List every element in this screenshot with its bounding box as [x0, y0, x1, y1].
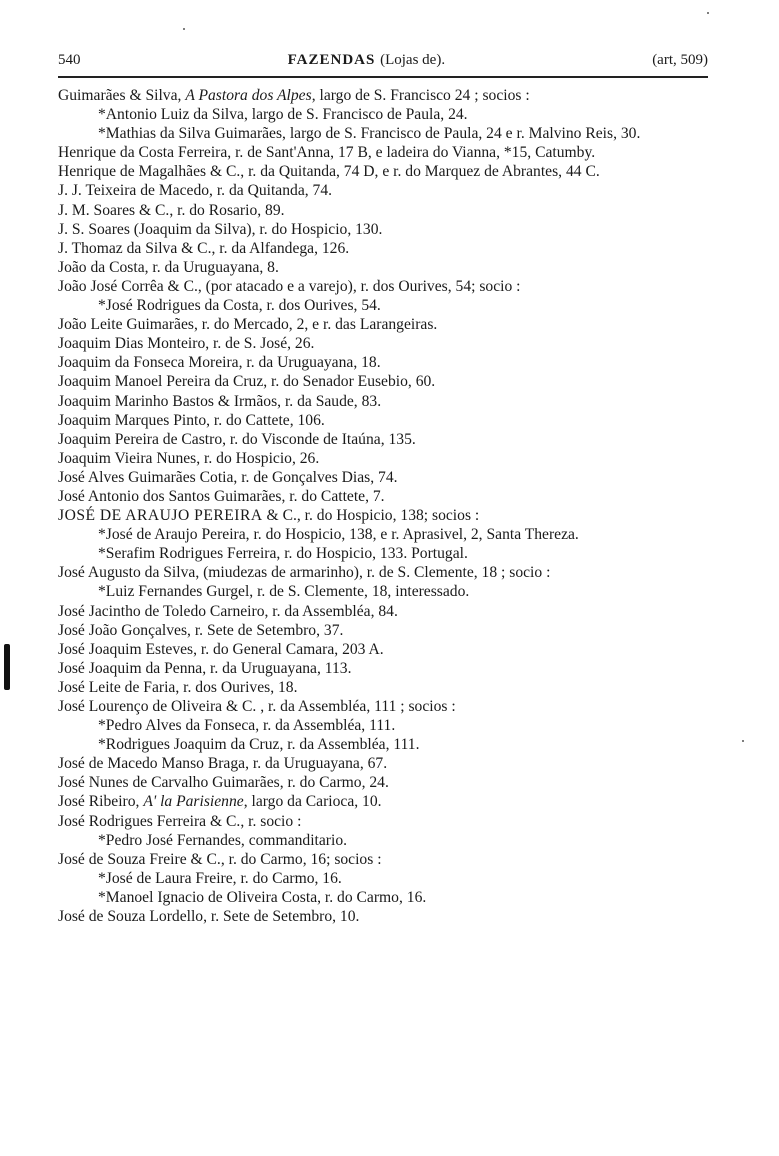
entry-text: J. J. Teixeira de Macedo, r. da Quitanda, 74. [58, 182, 333, 200]
entry-text: *Manoel Ignacio de Oliveira Costa, r. do Carmo, 16. [98, 888, 427, 906]
merchant-entry [58, 239, 708, 258]
entry-text: José de Souza Lordello, r. Sete de Setembro, 10. [58, 908, 360, 926]
merchant-entry [58, 640, 708, 659]
merchant-entry [58, 602, 708, 621]
entry-text: José Leite de Faria, r. dos Ourives, 18. [58, 678, 298, 696]
entry-text: Joaquim Dias Monteiro, r. de S. José, 26. [58, 335, 315, 353]
entry-text: José Nunes de Carvalho Guimarães, r. do Carmo, 24. [58, 774, 389, 792]
entry-it: A Pastora dos Alpes [185, 87, 312, 104]
entry-text: J. Thomaz da Silva & C., r. da Alfandega, 126. [58, 239, 350, 257]
entry-list [58, 86, 708, 926]
merchant-entry [58, 487, 708, 506]
partner-entry [58, 888, 708, 907]
merchant-entry [58, 468, 708, 487]
entry-text: Joaquim Marinho Bastos & Irmãos, r. da Saude, 83. [58, 392, 382, 410]
entry-text: Joaquim Manoel Pereira da Cruz, r. do Senador Eusebio, 60. [58, 373, 436, 391]
entry-text: José Alves Guimarães Cotia, r. de Gonçalves Dias, 74. [58, 468, 398, 486]
entry-text: Joaquim da Fonseca Moreira, r. da Uruguayana, 18. [58, 354, 381, 372]
entry-text: *José Rodrigues da Costa, r. dos Ourives, 54. [98, 297, 381, 315]
page-header [58, 52, 708, 78]
merchant-entry [58, 220, 708, 239]
partner-entry [58, 296, 708, 315]
directory-page [58, 52, 708, 926]
merchant-entry [58, 812, 708, 831]
paper-speck [707, 12, 709, 14]
merchant-entry [58, 143, 708, 162]
entry-text: João Leite Guimarães, r. do Mercado, 2, e r. das Larangeiras. [58, 316, 438, 334]
merchant-entry [58, 754, 708, 773]
merchant-entry [58, 850, 708, 869]
entry-pre: Guimarães & Silva, [58, 87, 186, 104]
merchant-entry [58, 86, 708, 105]
entry-text: *Rodrigues Joaquim da Cruz, r. da Assembléa, 111. [98, 736, 420, 754]
entry-caps: JOSÉ DE ARAUJO PEREIRA [58, 507, 263, 525]
paper-speck [742, 740, 744, 742]
margin-ink-mark [4, 644, 10, 690]
partner-entry [58, 544, 708, 563]
merchant-entry [58, 907, 708, 926]
merchant-entry [58, 392, 708, 411]
entry-text: Joaquim Vieira Nunes, r. do Hospicio, 26. [58, 449, 320, 467]
entry-text: *Serafim Rodrigues Ferreira, r. do Hospicio, 133. Portugal. [98, 545, 468, 563]
merchant-entry [58, 563, 708, 582]
merchant-entry [58, 277, 708, 296]
entry-text: *José de Araujo Pereira, r. do Hospicio, 138, e r. Aprasivel, 2, Santa Thereza. [98, 526, 579, 544]
partner-entry [58, 124, 708, 143]
partner-entry [58, 831, 708, 850]
entry-post: & C., r. do Hospicio, 138; socios : [262, 507, 480, 525]
entry-post: , largo da Carioca, 10. [243, 793, 382, 811]
merchant-entry [58, 258, 708, 277]
merchant-entry [58, 334, 708, 353]
running-title [288, 52, 445, 69]
entry-text: Joaquim Pereira de Castro, r. do Visconde de Itaúna, 135. [58, 430, 416, 448]
merchant-entry [58, 773, 708, 792]
article-reference: (art, 509) [652, 52, 708, 68]
merchant-entry [58, 697, 708, 716]
entry-text: J. S. Soares (Joaquim da Silva), r. do Hospicio, 130. [58, 220, 383, 238]
merchant-entry [58, 372, 708, 391]
entry-text: *José de Laura Freire, r. do Carmo, 16. [98, 869, 342, 887]
entry-post: , largo de S. Francisco 24 ; socios : [311, 87, 530, 104]
partner-entry [58, 735, 708, 754]
paper-speck [183, 28, 185, 30]
merchant-entry [58, 506, 708, 525]
entry-text: *Mathias da Silva Guimarães, largo de S. Francisco de Paula, 24 e r. Malvino Reis, 30. [98, 125, 641, 143]
entry-it: A' la Parisienne [143, 793, 244, 811]
merchant-entry [58, 201, 708, 220]
partner-entry [58, 869, 708, 888]
merchant-entry [58, 621, 708, 640]
merchant-entry [58, 181, 708, 200]
entry-text: João José Corrêa & C., (por atacado e a varejo), r. dos Ourives, 54; socio : [58, 277, 521, 295]
entry-text: José de Souza Freire & C., r. do Carmo, 16; socios : [58, 850, 382, 868]
entry-text: José de Macedo Manso Braga, r. da Uruguayana, 67. [58, 755, 388, 773]
merchant-entry [58, 411, 708, 430]
merchant-entry [58, 315, 708, 334]
entry-text: José Lourenço de Oliveira & C. , r. da Assembléa, 111 ; socios : [58, 698, 456, 715]
merchant-entry [58, 449, 708, 468]
entry-text: José Joaquim Esteves, r. do General Camara, 203 A. [58, 640, 384, 658]
entry-text: José Joaquim da Penna, r. da Uruguayana, 113. [58, 659, 352, 677]
entry-text: Henrique de Magalhães & C., r. da Quitanda, 74 D, e r. do Marquez de Abrantes, 44 C. [58, 163, 600, 181]
page-number: 540 [58, 52, 81, 68]
section-title: FAZENDAS [287, 52, 376, 68]
entry-text: J. M. Soares & C., r. do Rosario, 89. [58, 201, 285, 219]
entry-pre: José Ribeiro, [58, 793, 144, 811]
merchant-entry [58, 678, 708, 697]
entry-text: *Antonio Luiz da Silva, largo de S. Francisco de Paula, 24. [98, 106, 468, 124]
section-subtitle: (Lojas de). [380, 52, 446, 68]
merchant-entry [58, 353, 708, 372]
partner-entry [58, 525, 708, 544]
entry-text: José Augusto da Silva, (miudezas de armarinho), r. de S. Clemente, 18 ; socio : [58, 564, 551, 582]
partner-entry [58, 582, 708, 601]
entry-text: José João Gonçalves, r. Sete de Setembro, 37. [58, 621, 344, 639]
entry-text: José Jacintho de Toledo Carneiro, r. da Assembléa, 84. [58, 602, 398, 620]
merchant-entry [58, 162, 708, 181]
entry-text: José Antonio dos Santos Guimarães, r. do Cattete, 7. [58, 487, 385, 505]
partner-entry [58, 716, 708, 735]
entry-text: João da Costa, r. da Uruguayana, 8. [58, 258, 279, 276]
partner-entry [58, 105, 708, 124]
merchant-entry [58, 659, 708, 678]
entry-text: *Pedro José Fernandes, commanditario. [98, 831, 348, 849]
entry-text: *Pedro Alves da Fonseca, r. da Assembléa, 111. [98, 717, 396, 735]
entry-text: Henrique da Costa Ferreira, r. de Sant'Anna, 17 B, e ladeira do Vianna, *15, Catumby. [58, 144, 596, 162]
entry-text: José Rodrigues Ferreira & C., r. socio : [58, 812, 302, 830]
merchant-entry [58, 792, 708, 811]
entry-text: *Luiz Fernandes Gurgel, r. de S. Clemente, 18, interessado. [98, 583, 470, 601]
entry-text: Joaquim Marques Pinto, r. do Cattete, 106. [58, 411, 325, 429]
merchant-entry [58, 430, 708, 449]
